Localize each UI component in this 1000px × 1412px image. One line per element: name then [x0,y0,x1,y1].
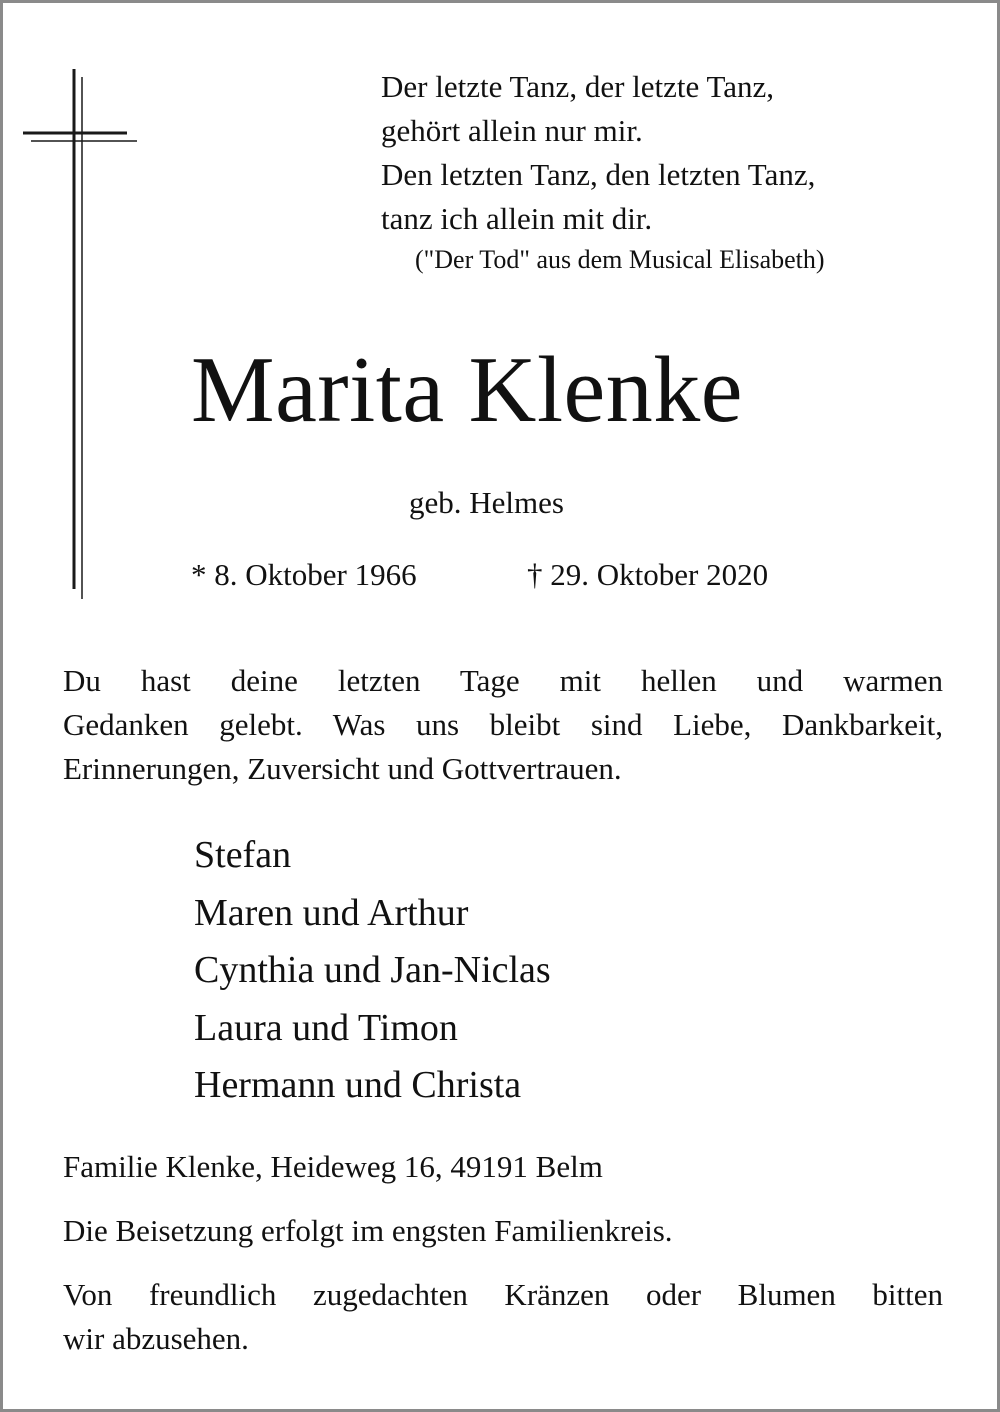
mourners-list [194,827,551,1115]
message-line: Du hast deine letzten Tage mit hellen und warmen [63,663,943,698]
mourner-name: Laura und Timon [194,1006,458,1049]
poem-line: tanz ich allein mit dir. [381,201,653,236]
death-date: † 29. Oktober 2020 [527,557,769,592]
memorial-message [63,659,943,791]
deceased-name: Marita Klenke [191,338,744,442]
mourner-name: Maren und Arthur [194,891,469,934]
birth-date: * 8. Oktober 1966 [191,557,417,592]
burial-note [63,1209,943,1253]
poem-line: Den letzten Tanz, den letzten Tanz, [381,157,816,192]
mourner-name: Cynthia und Jan-Niclas [194,949,551,991]
family-address [63,1145,943,1189]
maiden-name: geb. Helmes [409,485,564,520]
flowers-line: Von freundlich zugedachten Kränzen oder Blumen bitten [63,1277,943,1312]
mourner-name: Hermann und Christa [194,1064,522,1106]
flowers-note [63,1273,943,1361]
mourner-name: Stefan [194,834,292,876]
message-line: Erinnerungen, Zuversicht und Gottvertrauen. [63,751,622,786]
poem-quote [381,65,961,279]
poem-line: Der letzte Tanz, der letzte Tanz, [381,69,774,104]
burial-line: Die Beisetzung erfolgt im engsten Familienkreis. [63,1213,673,1248]
flowers-line: wir abzusehen. [63,1321,249,1356]
cross-icon [23,69,141,599]
message-line: Gedanken gelebt. Was uns bleibt sind Liebe, Dankbarkeit, [63,707,943,742]
poem-source: ("Der Tod" aus dem Musical Elisabeth) [415,245,825,274]
address-line: Familie Klenke, Heideweg 16, 49191 Belm [63,1149,603,1184]
poem-line: gehört allein nur mir. [381,113,643,148]
